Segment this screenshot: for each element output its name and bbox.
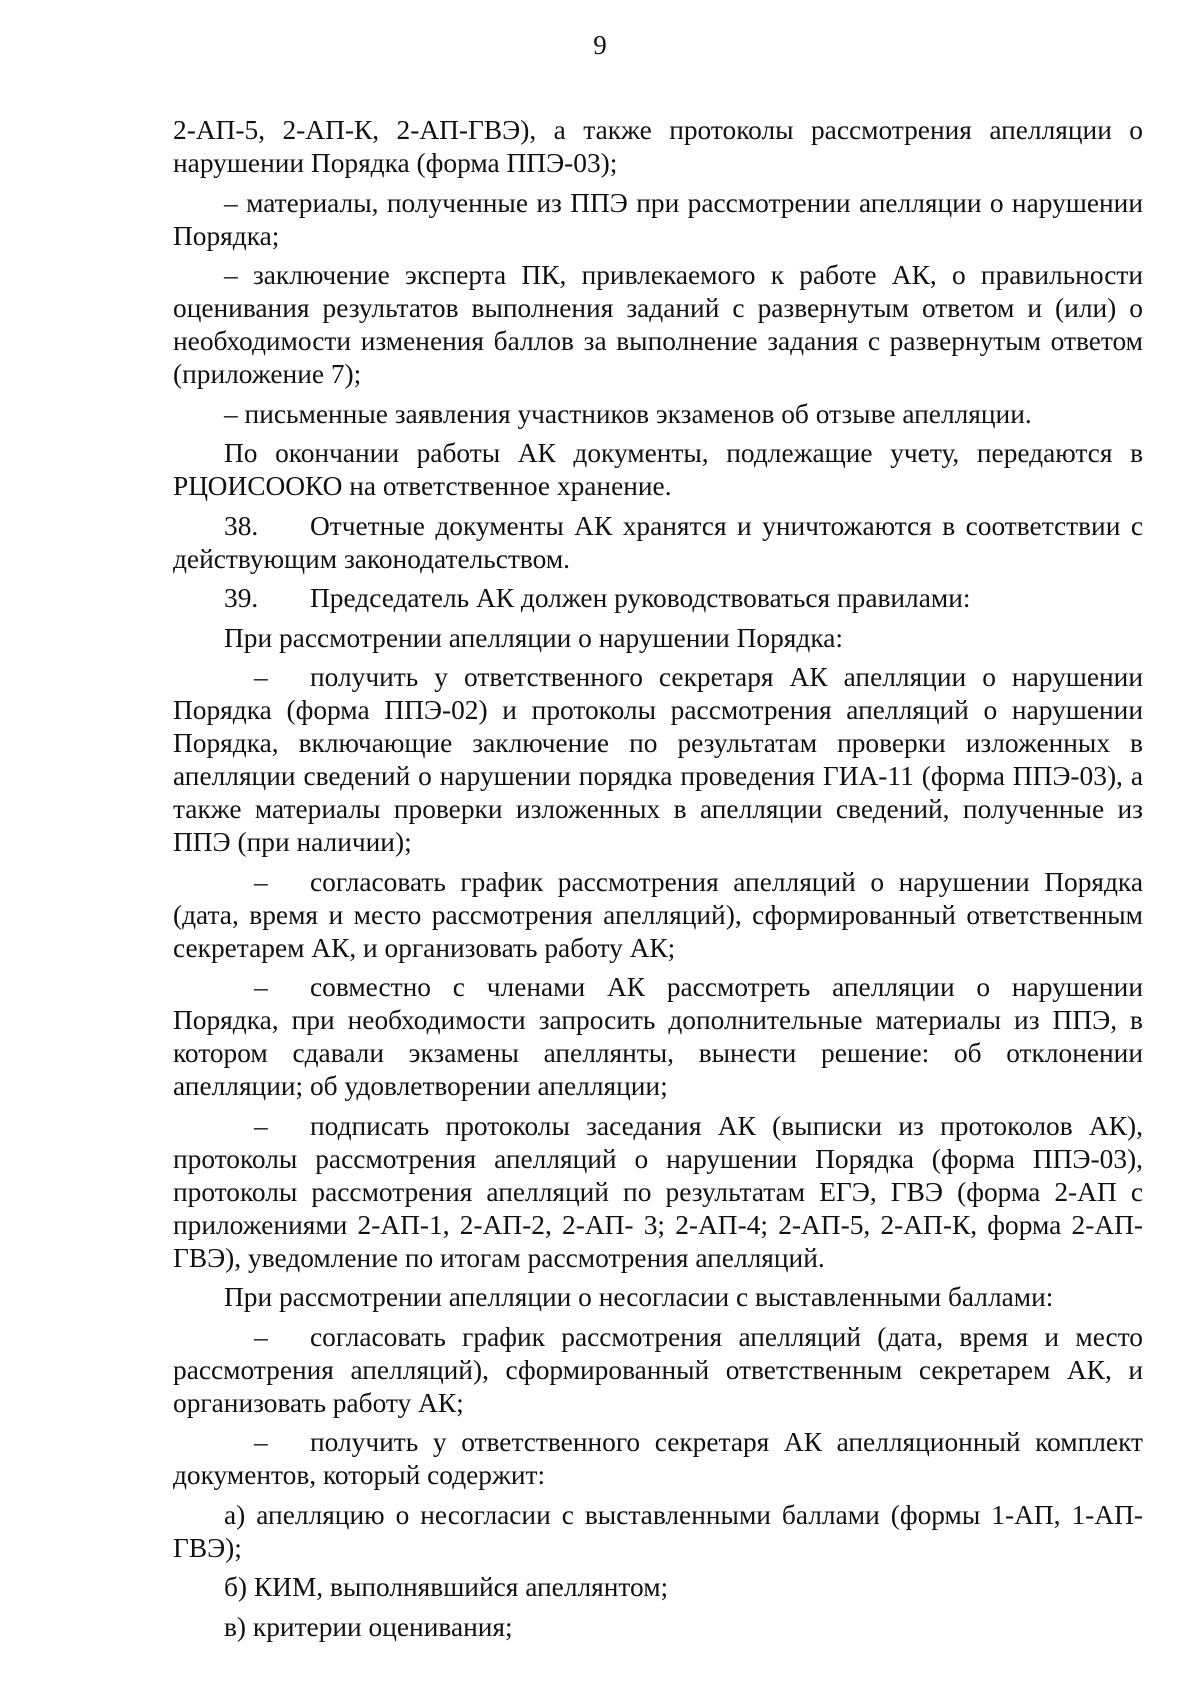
paragraph-text: Отчетные документы АК хранятся и уничтожаются в соответствии с действующим законодательством. <box>173 510 1143 574</box>
dash-item <box>173 866 1143 965</box>
dash-item <box>173 1321 1143 1420</box>
page-number: 9 <box>593 30 607 60</box>
paragraph: По окончании работы АК документы, подлежащие учету, передаются в РЦОИСООКО на ответственное хранение. <box>173 438 1143 501</box>
dash-item-text: согласовать график рассмотрения апелляций (дата, время и место рассмотрения апелляций), сформированный ответственным секретарем АК, и организовать работу АК; <box>173 1321 1143 1418</box>
paragraph-number: 38. <box>224 510 259 541</box>
paragraph: а) апелляцию о несогласии с выставленными баллами (формы 1-АП, 1-АП-ГВЭ); <box>173 1499 1143 1563</box>
paragraph: При рассмотрении апелляции о нарушении Порядка: <box>224 622 843 653</box>
dash-item <box>173 971 1143 1103</box>
paragraph-number: 39. <box>224 583 259 613</box>
paragraph: – письменные заявления участников экзаменов об отзыве апелляции. <box>224 398 1032 429</box>
dash-item-text: подписать протоколы заседания АК (выписки из протоколов АК), протоколы рассмотрения апелляций о нарушении Порядка (форма ППЭ-03), протоколы рассмотрения апелляций по результатам ЕГЭ, ГВЭ (форма 2-АП с приложениями 2-АП-1, 2-АП-2, 2-АП- 3; 2-АП-4; 2-АП-5, 2-АП-К, форма 2-АП-ГВЭ), уведомление по итогам рассмотрения апелляций. <box>173 1110 1143 1273</box>
numbered-paragraph <box>173 582 1143 615</box>
dash-item-text: совместно с членами АК рассмотреть апелляции о нарушении Порядка, при необходимости запросить дополнительные материалы из ППЭ, в котором сдавали экзамены апеллянты, вынести решение: об отклонении апелляции; об удовлетворении апелляции; <box>173 972 1143 1101</box>
dash-marker: – <box>254 1321 268 1352</box>
dash-marker: – <box>254 1110 268 1141</box>
paragraph: При рассмотрении апелляции о несогласии с выставленными баллами: <box>224 1282 1054 1312</box>
paragraph: 2-АП-5, 2-АП-К, 2-АП-ГВЭ), а также протоколы рассмотрения апелляции о нарушении Порядка (форма ППЭ-03); <box>173 115 1143 178</box>
dash-marker: – <box>254 866 268 897</box>
dash-item <box>173 661 1143 859</box>
numbered-paragraph <box>173 510 1143 576</box>
paragraph: – заключение эксперта ПК, привлекаемого к работе АК, о правильности оценивания результатов выполнения заданий с развернутым ответом и (или) о необходимости изменения баллов за выполнение задания с развернутым ответом (приложение 7); <box>173 260 1143 389</box>
dash-marker: – <box>254 972 268 1002</box>
paragraph: б) КИМ, выполнявшийся апеллянтом; <box>224 1572 669 1602</box>
dash-item <box>173 1426 1143 1492</box>
dash-marker: – <box>254 662 268 692</box>
dash-item-text: получить у ответственного секретаря АК апелляции о нарушении Порядка (форма ППЭ-02) и протоколы рассмотрения апелляций о нарушении Порядка, включающие заключение по результатам проверки изложенных в апелляции сведений о нарушении порядка проведения ГИА-11 (форма ППЭ-03), а также материалы проверки изложенных в апелляции сведений, полученные из ППЭ (при наличии); <box>173 662 1143 857</box>
paragraph-text: Председатель АК должен руководствоваться правилами: <box>310 583 971 613</box>
dash-item-text: получить у ответственного секретаря АК апелляционный комплект документов, который содержит: <box>173 1427 1143 1490</box>
dash-item-text: согласовать график рассмотрения апелляций о нарушении Порядка (дата, время и место рассмотрения апелляций), сформированный ответственным секретарем АК, и организовать работу АК; <box>173 866 1143 963</box>
dash-marker: – <box>254 1427 268 1457</box>
paragraph: в) критерии оценивания; <box>224 1611 513 1642</box>
document-body <box>173 114 1143 1644</box>
paragraph: – материалы, полученные из ППЭ при рассмотрении апелляции о нарушении Порядка; <box>173 187 1143 251</box>
dash-item <box>173 1110 1143 1275</box>
